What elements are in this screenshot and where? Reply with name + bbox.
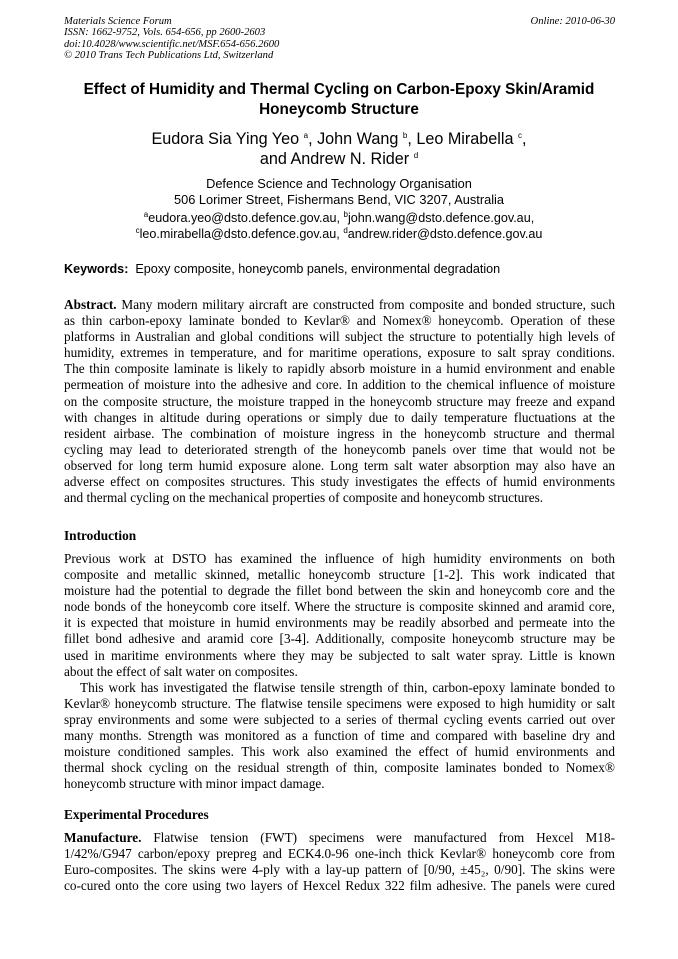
line-text: Kevlar® honeycomb structure. The flatwise tensile specimens were exposed to high humidity or salt bbox=[64, 695, 615, 711]
text-line bbox=[64, 631, 615, 647]
line-text: it is expected that moisture in humid environments may be readily absorbed and permeate into the bbox=[64, 615, 615, 631]
keywords-text: Epoxy composite, honeycomb panels, environmental degradation bbox=[135, 262, 501, 276]
author-name: Eudora Sia Ying Yeo bbox=[151, 130, 300, 148]
abstract bbox=[64, 297, 615, 506]
author-name: John Wang bbox=[317, 130, 399, 148]
text-line bbox=[64, 664, 615, 680]
line-text: adverse effect on composites structures. This study investigates the effects of humid environments bbox=[64, 474, 615, 490]
text-line bbox=[64, 361, 615, 377]
line-text: Flatwise tension (FWT) specimens were manufactured from Hexcel M18- bbox=[153, 830, 615, 845]
author-mark: b bbox=[402, 131, 408, 140]
line-text: moisture conditioned samples. This work also examined the effect of humid environments and bbox=[64, 744, 615, 760]
text-line bbox=[64, 426, 615, 442]
keywords-label: Keywords: bbox=[64, 262, 129, 276]
line-text: thermal shock cycling on the residual strength of thin, composite laminates bonded to Nomex® bbox=[64, 760, 615, 776]
author-list: Eudora Sia Ying Yeo $^a$, John Wang $^b$, Leo Mirabella $^c$, and Andrew N. Rider $^d$ bbox=[151, 130, 527, 168]
introduction-body bbox=[64, 551, 615, 792]
experimental-body bbox=[64, 830, 615, 894]
text-line bbox=[64, 490, 615, 506]
copyright: © 2010 Trans Tech Publications Ltd, Switzerland bbox=[64, 50, 274, 62]
journal-header bbox=[64, 16, 279, 62]
email-list bbox=[0, 210, 678, 242]
paper-title bbox=[0, 80, 678, 120]
line-text: node bonds of the honeycomb core itself. Where the structure is composite skinned and aramid core, bbox=[64, 599, 615, 615]
paragraph-label: Manufacture. bbox=[64, 830, 142, 845]
line-text: cycling may lead to deteriorated strength of the honeycomb panels over time that would not be bbox=[64, 441, 615, 457]
email-link[interactable]: john.wang@dsto.defence.gov.au, bbox=[348, 211, 535, 225]
line-text: on the composite structure, the moisture trapped in the honeycomb structure may freeze and expand bbox=[64, 393, 615, 409]
line-text: 1/42%/G947 carbon/epoxy prepreg and ECK4.0-96 one-inch thick Kevlar® honeycomb core from bbox=[64, 846, 615, 862]
text-line bbox=[64, 567, 615, 583]
line-text: fillet bond adhesive and aramid core [3-4]. Additionally, composite honeycomb structure may be bbox=[64, 631, 615, 647]
line-text: platforms in Australian and global conditions will subject the structure to potentially high levels of bbox=[64, 329, 615, 345]
line-text: used in maritime environments where they may be subjected to salt water spray. Little is known bbox=[64, 647, 615, 663]
email-mark: a bbox=[143, 210, 149, 219]
line-text: honeycomb structure with minor impact damage. bbox=[64, 776, 325, 792]
line-text: observed for long term humid exposure alone. Long term salt water absorption may also have an bbox=[64, 457, 615, 473]
journal-name: Materials Science Forum bbox=[64, 16, 172, 27]
text-line bbox=[64, 551, 615, 567]
line-text: about the effect of salt water on composites. bbox=[64, 663, 298, 679]
email-mark: b bbox=[343, 210, 348, 219]
line-text: resident airbase. The combination of moisture ingress in the honeycomb structure and thermal bbox=[64, 425, 615, 441]
text-line bbox=[64, 599, 615, 615]
affiliation bbox=[0, 176, 678, 208]
text-line bbox=[64, 776, 615, 792]
line-text: with changes in altitude during operations or simply due to daily temperature fluctuations at the bbox=[64, 409, 615, 425]
line-text: The thin composite laminate is likely to rapidly absorb moisture in a humid environment and enable bbox=[64, 361, 615, 377]
email-link[interactable]: andrew.rider@dsto.defence.gov.au bbox=[347, 227, 543, 241]
line-text: moisture had the potential to degrade the fillet bond between the skin and honeycomb core and the bbox=[64, 583, 615, 599]
author-mark: d bbox=[413, 151, 419, 160]
author-mark: a bbox=[303, 131, 309, 140]
doi: doi:10.4028/www.scientific.net/MSF.654-656.2600 bbox=[64, 38, 280, 50]
online-date: Online: 2010-06-30 bbox=[530, 16, 615, 27]
line-text: composite and metallic skinned, metallic honeycomb structure [1-2]. This work indicated that bbox=[64, 567, 615, 583]
text-line bbox=[64, 680, 615, 696]
line-text: many months. Strength was monitored as a function of time and compared with baseline dry and bbox=[64, 728, 615, 744]
title-line: Honeycomb Structure bbox=[259, 101, 419, 118]
line-text: Many modern military aircraft are constructed from composite and bonded structure, such bbox=[121, 297, 615, 312]
text-line bbox=[64, 760, 615, 776]
text-line bbox=[64, 744, 615, 760]
line-text: Previous work at DSTO has examined the influence of high humidity environments on both bbox=[64, 551, 615, 566]
line-text: as thin carbon-epoxy laminate bonded to Kevlar® and Nomex® honeycomb. Operation of these bbox=[64, 313, 615, 329]
text-line bbox=[64, 442, 615, 458]
keywords bbox=[64, 262, 500, 276]
title-line: Effect of Humidity and Thermal Cycling on Carbon-Epoxy Skin/Aramid bbox=[83, 81, 595, 98]
text-line bbox=[64, 394, 615, 410]
text-line bbox=[64, 862, 615, 878]
line-text: Euro-composites. The skins were 4-ply with a lay-up pattern of [0/90, ±45₂, 0/90]. The skins were bbox=[64, 862, 615, 878]
email-mark: d bbox=[343, 226, 348, 235]
text-line bbox=[64, 648, 615, 664]
text-line bbox=[64, 712, 615, 728]
paragraph-label: Abstract. bbox=[64, 297, 117, 312]
text-line bbox=[64, 728, 615, 744]
issn: ISSN: 1662-9752, Vols. 654-656, pp 2600-2603 bbox=[64, 27, 266, 39]
email-link[interactable]: leo.mirabella@dsto.defence.gov.au, bbox=[139, 227, 340, 241]
text-line bbox=[64, 583, 615, 599]
text-line bbox=[64, 297, 615, 313]
line-text: and thermal cycling on the mechanical properties of composite and honeycomb structures. bbox=[64, 490, 544, 506]
text-line bbox=[64, 377, 615, 393]
text-line bbox=[64, 846, 615, 862]
text-line bbox=[64, 410, 615, 426]
text-line bbox=[64, 474, 615, 490]
affiliation-org: Defence Science and Technology Organisation bbox=[206, 176, 472, 191]
text-line bbox=[64, 329, 615, 345]
line-text: permeation of moisture into the adhesive and core. In addition to the chemical influence of moisture bbox=[64, 377, 615, 393]
author-mark: c bbox=[518, 131, 522, 140]
author-name: and Andrew N. Rider bbox=[259, 150, 410, 168]
introduction-heading: Introduction bbox=[64, 528, 137, 543]
line-text: spray environments and some were subjected to a series of thermal cycling events carried out over bbox=[64, 711, 615, 727]
affiliation-address: 506 Lorimer Street, Fishermans Bend, VIC 3207, Australia bbox=[173, 192, 505, 207]
line-text: This work has investigated the flatwise tensile strength of thin, carbon-epoxy laminate bonded to bbox=[80, 679, 615, 695]
line-text: co-cured onto the core using two layers of Hexcel Redux 322 film adhesive. The panels were cured bbox=[64, 878, 615, 894]
text-line bbox=[64, 458, 615, 474]
author-name: Leo Mirabella bbox=[416, 130, 514, 148]
text-line bbox=[64, 615, 615, 631]
experimental-heading: Experimental Procedures bbox=[64, 807, 209, 822]
text-line bbox=[64, 878, 615, 894]
text-line bbox=[64, 345, 615, 361]
email-mark: c bbox=[135, 226, 140, 235]
email-link[interactable]: eudora.yeo@dsto.defence.gov.au, bbox=[148, 211, 341, 225]
text-line bbox=[64, 830, 615, 846]
text-line bbox=[64, 313, 615, 329]
text-line bbox=[64, 696, 615, 712]
line-text: humidity, extremes in temperature, and for maritime operations, exposure to salt spray conditions. bbox=[64, 345, 615, 361]
